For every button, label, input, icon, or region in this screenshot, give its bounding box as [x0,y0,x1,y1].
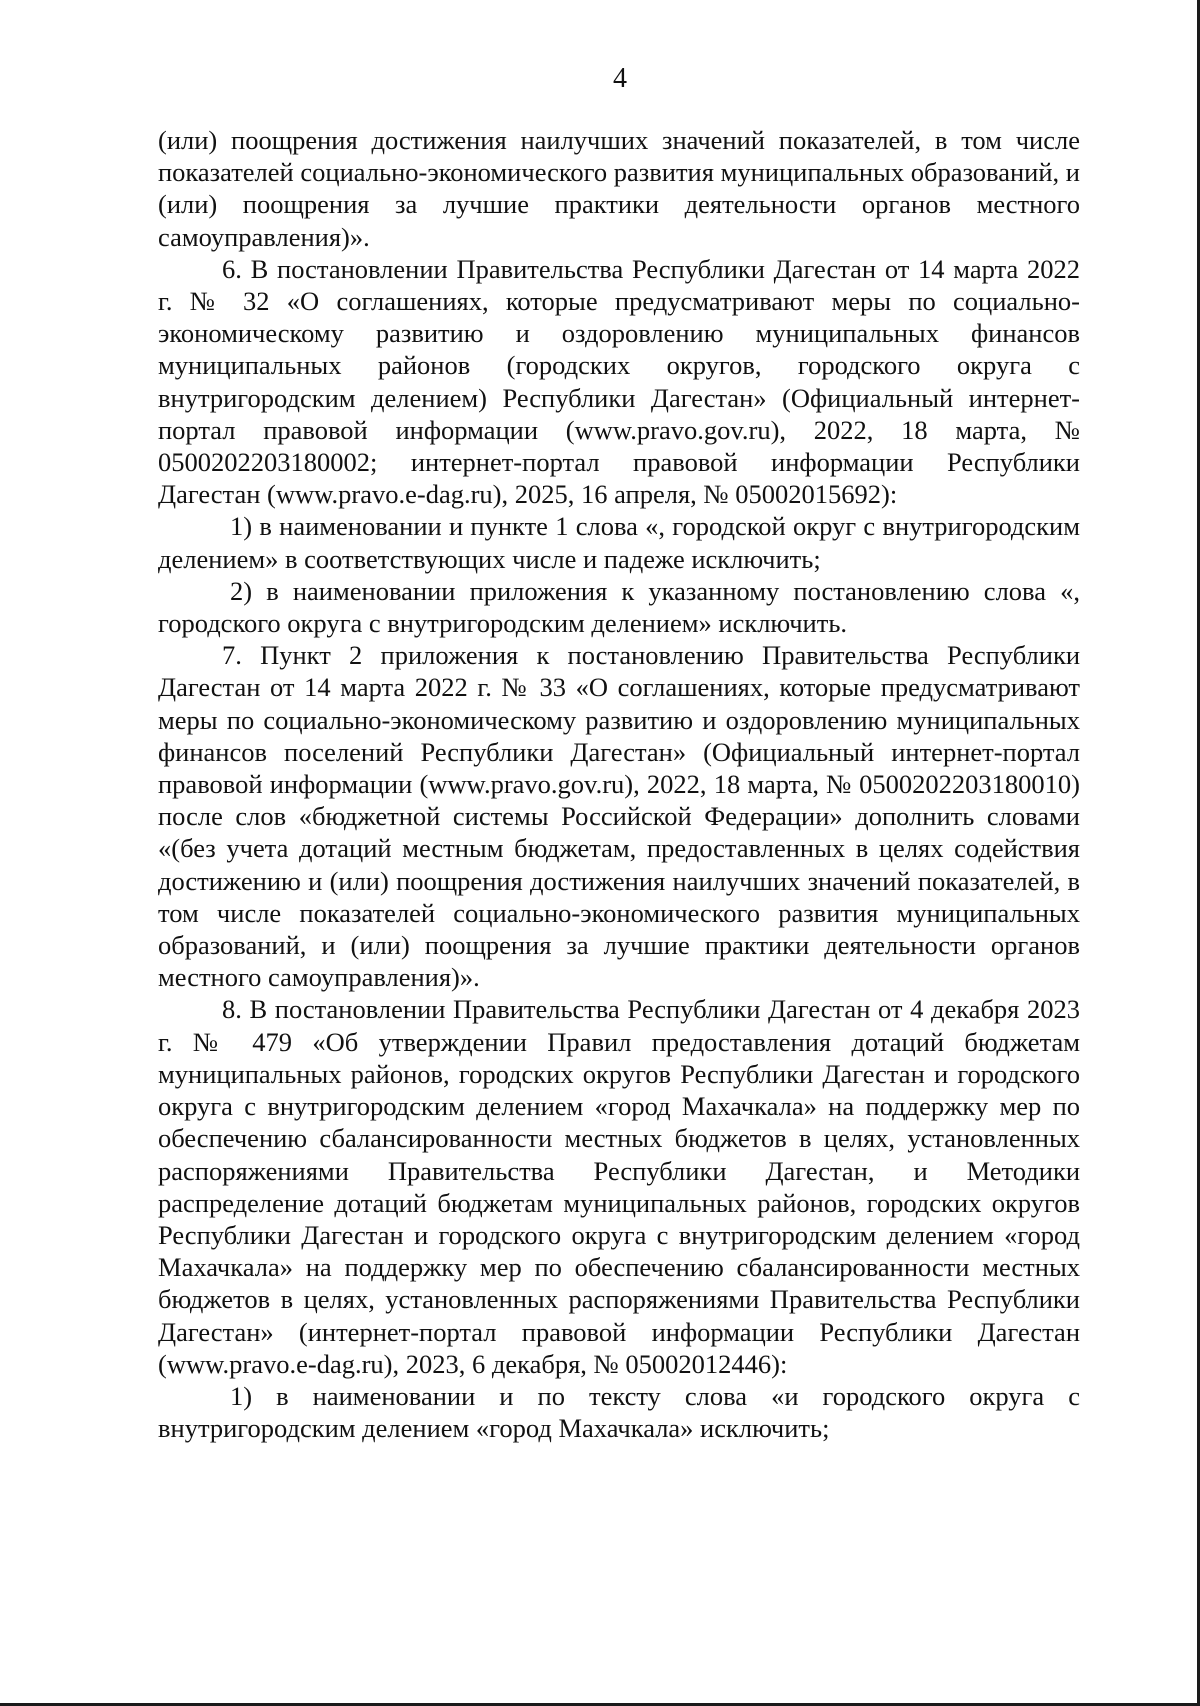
paragraph-subitem-6-2: 2) в наименовании приложения к указанному постановлению слова «, городского округа с внутригородским делением» исключить. [158,575,1080,639]
paragraph-item-7: 7. Пункт 2 приложения к постановлению Правительства Республики Дагестан от 14 марта 2022 г. № 33 «О соглашениях, которые предусматривают меры по социально-экономическому развитию и оздоровлению муниципальных финансов поселений Республики Дагестан» (Официальный интернет-портал правовой информации (www.pravo.gov.ru), 2022, 18 марта, № 0500202203180010) после слов «бюджетной системы Российской Федерации» дополнить словами «(без учета дотаций местным бюджетам, предоставленных в целях содействия достижению и (или) поощрения достижения наилучших значений показателей, в том числе показателей социально-экономического развития муниципальных образований, и (или) поощрения за лучшие практики деятельности органов местного самоуправления)». [158,640,1080,993]
paragraph-subitem-8-1: 1) в наименовании и по тексту слова «и городского округа с внутригородским делением «город Махачкала» исключить; [158,1380,1080,1444]
paragraph-continuation: (или) поощрения достижения наилучших значений показателей, в том числе показателей социально-экономического развития муниципальных образований, и (или) поощрения за лучшие практики деятельности органов местного самоуправления)». [158,125,1080,252]
paragraph-item-6: 6. В постановлении Правительства Республики Дагестан от 14 марта 2022 г. № 32 «О соглашениях, которые предусматривают меры по социально-экономическому развитию и оздоровлению муниципальных финансов муниципальных районов (городских округов, городского округа с внутригородским делением) Республики Дагестан» (Официальный интернет-портал правовой информации (www.pravo.gov.ru), 2022, 18 марта, № 0500202203180002; интернет-портал правовой информации Республики Дагестан (www.pravo.e-dag.ru), 2025, 16 апреля, № 05002015692): [158,253,1080,510]
document-body [158,124,1080,1444]
paragraph-subitem-6-1: 1) в наименовании и пункте 1 слова «, городской округ с внутригородским делением» в соответствующих числе и падеже исключить; [158,511,1080,574]
page-number: 4 [613,63,627,94]
paragraph-item-8: 8. В постановлении Правительства Республики Дагестан от 4 декабря 2023 г. № 479 «Об утверждении Правил предоставления дотаций бюджетам муниципальных районов, городских округов Республики Дагестан и городского округа с внутригородским делением «город Махачкала» на поддержку мер по обеспечению сбалансированности местных бюджетов в целях, установленных распоряжениями Правительства Республики Дагестан, и Методики распределение дотаций бюджетам муниципальных районов, городских округов Республики Дагестан и городского округа с внутригородским делением «город Махачкала» на поддержку мер по обеспечению сбалансированности местных бюджетов в целях, установленных распоряжениями Правительства Республики Дагестан» (интернет-портал правовой информации Республики Дагестан (www.pravo.e-dag.ru), 2023, 6 декабря, № 05002012446): [158,994,1080,1379]
